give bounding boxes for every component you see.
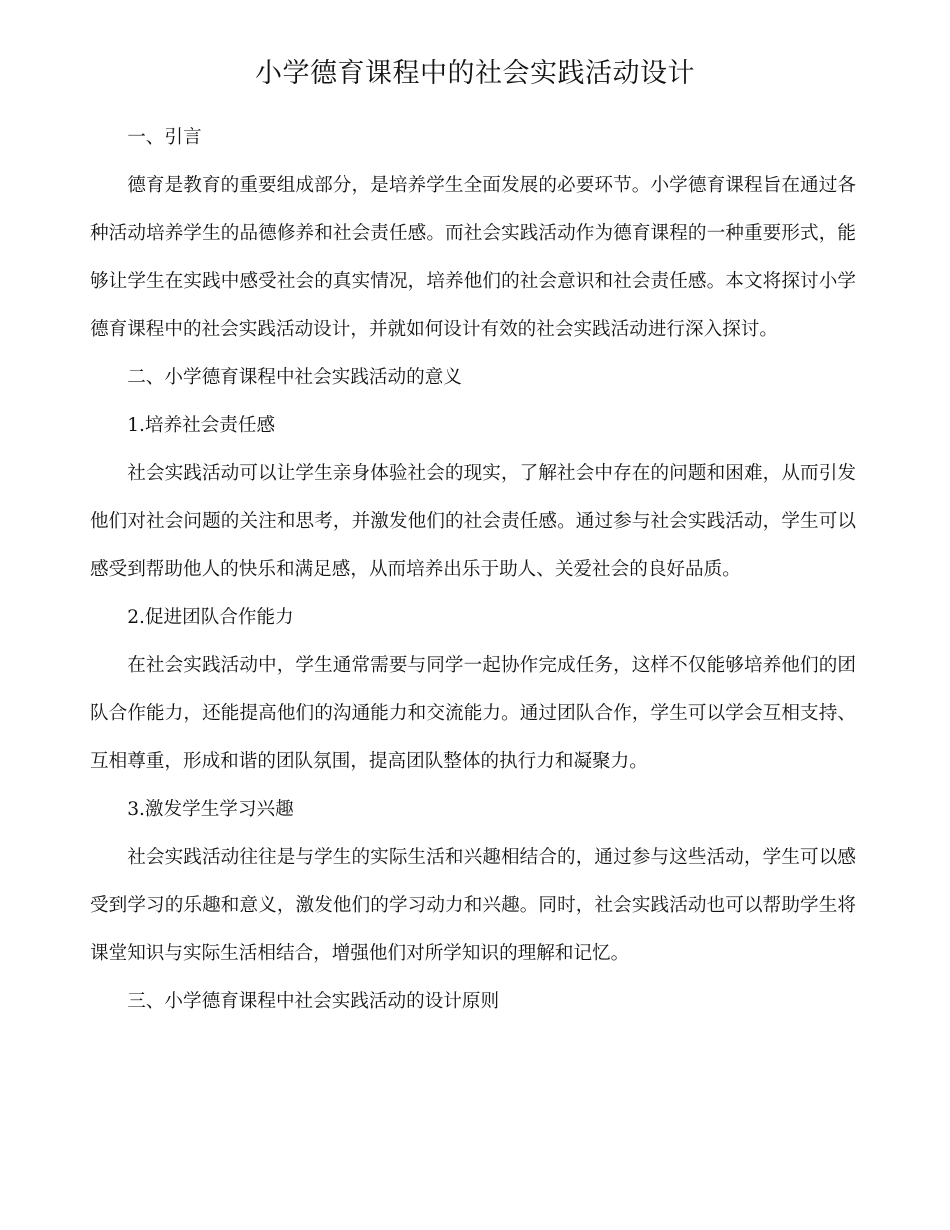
section-heading-intro: 一、引言 — [127, 127, 202, 148]
document-body — [90, 114, 856, 1026]
paragraph-intro: 德育是教育的重要组成部分，是培养学生全面发展的必要环节。小学德育课程旨在通过各种活动培养学生的品德修养和社会责任感。而社会实践活动作为德育课程的一种重要形式，能够让学生在实践中感受社会的真实情况，培养他们的社会意识和社会责任感。本文将探讨小学德育课程中的社会实践活动设计，并就如何设计有效的社会实践活动进行深入探讨。 — [90, 175, 856, 340]
subheading-teamwork: 2.促进团队合作能力 — [127, 607, 294, 628]
subheading-learning-interest: 3.激发学生学习兴趣 — [127, 799, 294, 820]
page-title: 小学德育课程中的社会实践活动设计 — [255, 58, 695, 89]
paragraph-teamwork: 在社会实践活动中，学生通常需要与同学一起协作完成任务，这样不仅能够培养他们的团队合作能力，还能提高他们的沟通能力和交流能力。通过团队合作，学生可以学会互相支持、互相尊重，形成和谐的团队氛围，提高团队整体的执行力和凝聚力。 — [90, 655, 856, 772]
paragraph-social-responsibility: 社会实践活动可以让学生亲身体验社会的现实，了解社会中存在的问题和困难，从而引发他们对社会问题的关注和思考，并激发他们的社会责任感。通过参与社会实践活动，学生可以感受到帮助他人的快乐和满足感，从而培养出乐于助人、关爱社会的良好品质。 — [90, 463, 856, 580]
paragraph-learning-interest: 社会实践活动往往是与学生的实际生活和兴趣相结合的，通过参与这些活动，学生可以感受到学习的乐趣和意义，激发他们的学习动力和兴趣。同时，社会实践活动也可以帮助学生将课堂知识与实际生活相结合，增强他们对所学知识的理解和记忆。 — [90, 847, 856, 964]
subheading-social-responsibility: 1.培养社会责任感 — [127, 415, 276, 436]
section-heading-design-principles: 三、小学德育课程中社会实践活动的设计原则 — [127, 991, 500, 1012]
section-heading-significance: 二、小学德育课程中社会实践活动的意义 — [127, 367, 462, 388]
